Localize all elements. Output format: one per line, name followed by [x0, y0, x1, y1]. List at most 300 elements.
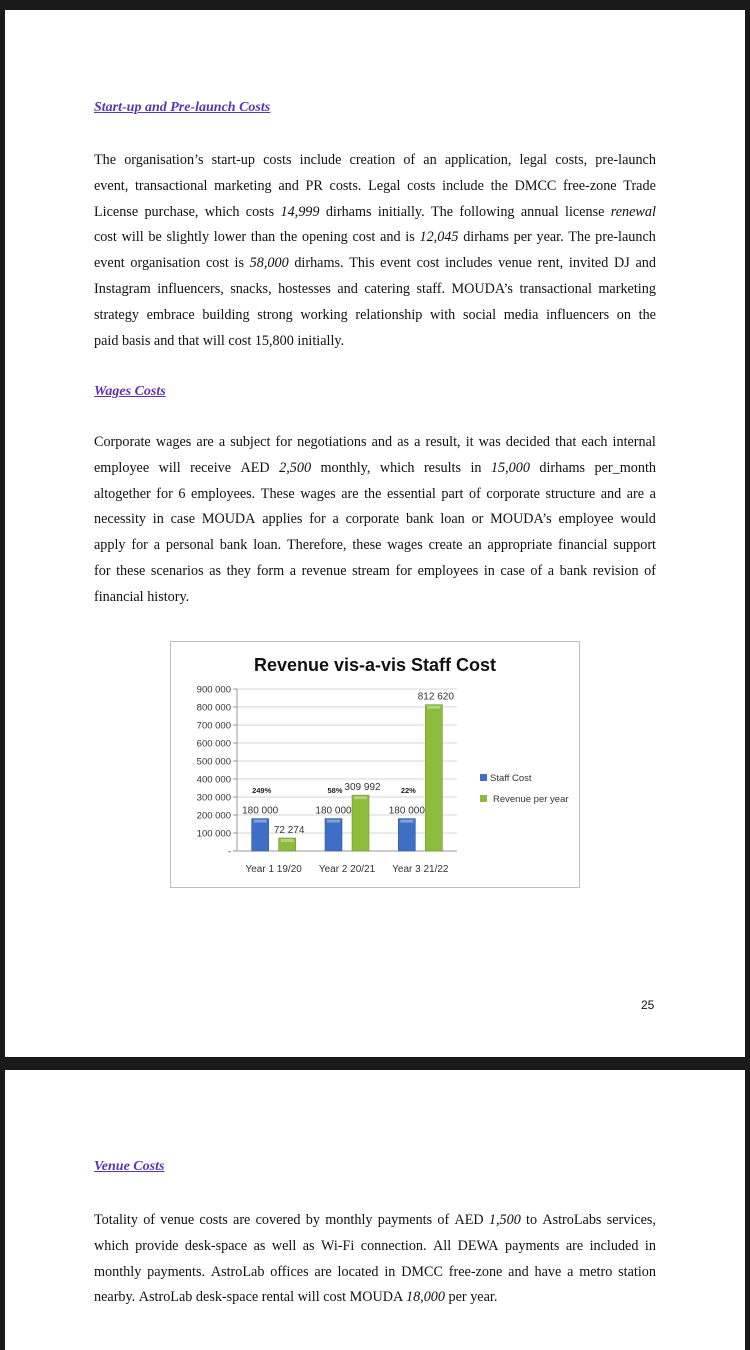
text: Instagram: [94, 280, 151, 297]
word: [94, 482, 151, 508]
word: [139, 1285, 196, 1311]
text: subject: [230, 434, 271, 450]
text: structure: [545, 485, 596, 502]
text: purchase,: [144, 203, 199, 220]
text: venue: [498, 255, 532, 272]
word: [645, 1234, 656, 1260]
word: [297, 430, 366, 456]
word: [191, 482, 255, 508]
text: and: [635, 255, 656, 272]
word: [431, 200, 453, 226]
word: [458, 1234, 499, 1260]
text: pre-launch: [595, 152, 656, 168]
text: as: [302, 1237, 315, 1254]
text: provide: [135, 1237, 179, 1254]
text: Totality: [94, 1212, 138, 1228]
word: [94, 1260, 141, 1286]
word: [534, 1260, 561, 1286]
text: The: [430, 203, 454, 220]
text: These: [260, 485, 295, 502]
word: [590, 1234, 639, 1260]
text: catering: [364, 280, 411, 297]
word: [469, 482, 481, 508]
word: [424, 456, 461, 482]
text: MOUDA: [201, 511, 256, 528]
text: for: [309, 511, 326, 528]
page-number: 25: [641, 998, 655, 1012]
text: costs: [407, 177, 436, 194]
revenue-vs-staff-cost-chart: [170, 641, 580, 888]
text: than: [250, 229, 276, 246]
word: [196, 430, 213, 456]
text: legal: [519, 152, 548, 168]
word: [644, 559, 656, 585]
text: they: [226, 562, 252, 579]
text: as: [253, 1237, 266, 1254]
x-tick-label: Year 3 21/22: [392, 864, 449, 875]
text: the: [490, 177, 508, 194]
text: basis: [121, 332, 151, 349]
word: [290, 559, 296, 585]
word: [581, 430, 607, 456]
text: a: [567, 1263, 574, 1280]
word: [650, 482, 656, 508]
text: strong: [257, 306, 293, 323]
text: financial: [94, 588, 144, 605]
text: a: [547, 562, 555, 579]
word: [546, 303, 609, 329]
word: [302, 225, 348, 251]
legend-label: Staff Cost: [490, 773, 532, 784]
word: [154, 329, 178, 355]
text: have: [534, 1263, 562, 1280]
word: [352, 225, 375, 251]
text: by: [305, 1212, 320, 1228]
text: license: [565, 203, 605, 220]
staff-cost-bar: [325, 819, 342, 851]
word: [306, 1208, 320, 1234]
word: [595, 225, 656, 251]
text: MOUDA: [349, 1289, 403, 1306]
text: monthly: [325, 1212, 373, 1228]
word: [280, 225, 297, 251]
word: [116, 559, 145, 585]
word: [254, 1234, 266, 1260]
text: in: [152, 511, 164, 528]
y-tick-label: 300 000: [196, 792, 231, 804]
text: free-zone: [563, 177, 617, 194]
text: metro: [579, 1263, 613, 1280]
word: [430, 303, 455, 329]
text: wages: [155, 434, 192, 450]
text: in: [470, 459, 482, 476]
text: include: [299, 152, 342, 168]
text: revision: [592, 562, 639, 579]
y-tick-label: 200 000: [196, 810, 231, 822]
text: employees.: [191, 485, 256, 502]
text: dirhams: [463, 229, 509, 246]
text: which: [204, 203, 240, 220]
word: [449, 1285, 471, 1311]
word: [403, 148, 415, 174]
italic-text: 15,000: [490, 459, 530, 476]
text: loan.: [253, 537, 282, 554]
text: annual: [520, 203, 559, 220]
text: appropriate: [487, 537, 553, 554]
text: on: [616, 306, 631, 323]
text: dirhams: [539, 459, 586, 476]
text: essential: [387, 485, 436, 502]
text: influencers: [546, 306, 610, 323]
word: [380, 251, 411, 277]
text: that: [555, 434, 577, 450]
text: are: [565, 1237, 584, 1254]
word: [309, 507, 326, 533]
word: [401, 1260, 443, 1286]
text: organisation: [130, 255, 201, 272]
text: All: [433, 1237, 452, 1254]
text: start-up: [211, 152, 255, 168]
word: [454, 1208, 483, 1234]
text-line: [94, 174, 656, 200]
text: Legal: [368, 177, 401, 194]
y-tick-label: 600 000: [196, 738, 231, 750]
text: costs.: [329, 177, 362, 194]
word: [520, 148, 548, 174]
revenue-bar: [352, 795, 369, 851]
text: revenue: [301, 562, 347, 579]
x-tick-label: Year 1 19/20: [245, 864, 302, 875]
text: employee: [94, 459, 150, 476]
text: scenarios: [150, 562, 204, 579]
y-tick-label: 100 000: [196, 828, 231, 840]
word: [190, 456, 231, 482]
word: [611, 200, 656, 226]
word: [508, 1260, 529, 1286]
text: costs: [263, 152, 292, 168]
text-line: [94, 148, 656, 174]
word: [94, 200, 138, 226]
word: [143, 1208, 155, 1234]
word: [419, 225, 458, 251]
text: social: [462, 306, 497, 323]
italic-text: 12,045: [419, 229, 459, 246]
word: [466, 430, 474, 456]
word: [263, 148, 291, 174]
word: [607, 1208, 656, 1234]
text: pre-launch: [595, 229, 656, 246]
text-line: [94, 507, 656, 533]
word: [418, 559, 479, 585]
text: AED: [454, 1212, 484, 1228]
text: receive: [190, 459, 232, 476]
text: payments: [377, 1212, 433, 1228]
document-page-26: [5, 1070, 745, 1350]
data-label: 72 274: [273, 824, 305, 836]
word: [135, 1234, 178, 1260]
word: [157, 277, 224, 303]
word: [276, 430, 293, 456]
text: per_month: [594, 459, 656, 476]
word: [463, 225, 509, 251]
text: employee: [558, 511, 614, 528]
word: [395, 559, 412, 585]
word: [156, 430, 191, 456]
text: application,: [444, 152, 512, 168]
text: per: [513, 229, 532, 246]
text: applies: [262, 511, 303, 528]
word: [490, 507, 552, 533]
text: and: [508, 1263, 529, 1280]
word: [246, 200, 274, 226]
text: form: [256, 562, 285, 579]
text: This: [349, 255, 375, 272]
word: [214, 174, 272, 200]
text: strategy: [94, 306, 139, 323]
text: corporate: [345, 511, 400, 528]
word: [472, 507, 484, 533]
text: initially.: [377, 203, 425, 220]
word: [230, 430, 270, 456]
word: [341, 482, 358, 508]
text: rent,: [537, 255, 564, 272]
word: [148, 225, 161, 251]
word: [417, 251, 440, 277]
text: transactional: [134, 177, 208, 194]
text: will: [158, 459, 181, 476]
text: these: [116, 562, 146, 579]
text: AstroLab: [210, 1263, 265, 1280]
text: lower: [213, 229, 247, 246]
word: [135, 174, 207, 200]
text: a: [414, 434, 421, 450]
text: AstroLabs: [542, 1212, 602, 1228]
text: DEWA: [457, 1237, 499, 1254]
word: [491, 174, 508, 200]
word: [94, 585, 147, 611]
word: [595, 148, 656, 174]
text: as: [397, 434, 410, 450]
text: necessity: [94, 511, 147, 528]
word: [414, 430, 420, 456]
text: of: [469, 485, 481, 502]
y-tick-label: 900 000: [196, 684, 231, 696]
text: MOUDA’s: [451, 280, 513, 297]
word: [526, 1208, 537, 1234]
text: marketing: [598, 280, 656, 297]
text: wages: [387, 537, 423, 554]
word: [406, 507, 434, 533]
text: opening: [302, 229, 348, 246]
document-page-25: [5, 10, 745, 1057]
text: desk-space: [195, 1289, 259, 1306]
word: [539, 456, 585, 482]
text: organisation’s: [124, 152, 204, 168]
y-tick-label: -: [227, 846, 231, 858]
text: altogether: [94, 485, 151, 502]
word: [468, 533, 481, 559]
word: [355, 303, 422, 329]
text: internal: [612, 434, 656, 450]
word: [488, 533, 553, 559]
word: [124, 148, 203, 174]
percentage-annotation: 22%: [400, 786, 416, 795]
word: [160, 1208, 194, 1234]
text: AED: [240, 459, 270, 476]
word: [635, 251, 656, 277]
word: [441, 482, 463, 508]
word: [451, 277, 513, 303]
text: of: [644, 562, 656, 579]
word: [94, 1285, 139, 1311]
word: [521, 200, 559, 226]
word: [623, 174, 656, 200]
text: Corporate: [94, 434, 151, 450]
text: and: [337, 280, 358, 297]
text-line: [94, 430, 656, 456]
text: DJ: [613, 255, 630, 272]
legend-staff-swatch: [480, 774, 487, 781]
text: media: [503, 306, 539, 323]
text: transactional: [519, 280, 592, 297]
text: an: [468, 537, 482, 554]
word: [579, 1260, 612, 1286]
word: [253, 533, 281, 559]
text: MOUDA’s: [490, 511, 552, 528]
word: [378, 200, 425, 226]
x-tick-label: Year 2 20/21: [318, 864, 376, 875]
word: [346, 507, 400, 533]
text: payments: [505, 1237, 560, 1254]
word: [209, 559, 221, 585]
word: [479, 430, 501, 456]
word: [491, 456, 530, 482]
text: for: [275, 434, 293, 450]
text: loan: [440, 511, 465, 528]
text: will: [121, 229, 144, 246]
text: year.: [536, 229, 564, 246]
percentage-annotation: 58%: [327, 786, 343, 795]
word: [484, 559, 495, 585]
y-tick-label: 400 000: [196, 774, 231, 786]
bar-highlight: [427, 706, 440, 709]
text: influencers,: [157, 280, 224, 297]
word: [337, 277, 358, 303]
word: [202, 303, 249, 329]
data-label: 180 000: [315, 805, 352, 817]
word: [384, 1260, 395, 1286]
text: that: [177, 332, 200, 349]
word: [278, 174, 299, 200]
word: [515, 174, 557, 200]
data-label: 180 000: [242, 805, 279, 817]
text: are: [341, 485, 359, 502]
word: [320, 456, 370, 482]
legend-label: Revenue per year: [493, 794, 569, 805]
word: [185, 1234, 247, 1260]
word: [380, 456, 415, 482]
text: hostesses: [278, 280, 331, 297]
word: [214, 225, 246, 251]
word: [563, 174, 617, 200]
text: includes: [445, 255, 493, 272]
word: [298, 1285, 324, 1311]
word: [555, 430, 576, 456]
word: [305, 174, 322, 200]
text-line: [94, 329, 656, 355]
text: event,: [94, 177, 129, 194]
text: payments.: [147, 1263, 206, 1280]
word: [486, 482, 540, 508]
word: [300, 482, 335, 508]
word: [206, 251, 229, 277]
text: Therefore,: [287, 537, 347, 554]
word: [364, 482, 381, 508]
word: [94, 148, 116, 174]
word: [504, 303, 539, 329]
text: a: [289, 562, 297, 579]
word: [196, 1285, 262, 1311]
word: [449, 1260, 503, 1286]
text: located: [337, 1263, 379, 1280]
word: [94, 251, 125, 277]
word: [558, 507, 613, 533]
bar-highlight: [254, 820, 267, 823]
data-label: 180 000: [388, 805, 425, 817]
text: are: [626, 485, 645, 502]
word: [156, 482, 173, 508]
text: the: [364, 485, 382, 502]
text: embrace: [146, 306, 195, 323]
word: [94, 329, 122, 355]
bar-highlight: [400, 820, 413, 823]
word: [220, 533, 248, 559]
word: [212, 148, 255, 174]
word: [417, 277, 446, 303]
word: [519, 277, 591, 303]
text: event: [380, 255, 411, 272]
text: part: [441, 485, 464, 502]
bar-highlight: [327, 820, 340, 823]
word: [463, 303, 496, 329]
word: [302, 559, 347, 585]
word: [257, 303, 292, 329]
italic-text: 2,500: [279, 459, 312, 476]
text-line: [94, 1260, 656, 1286]
text: and: [371, 434, 393, 450]
text: financial: [557, 537, 608, 554]
word: [294, 251, 343, 277]
italic-text: 1,500: [488, 1212, 521, 1228]
bar-highlight: [281, 839, 294, 842]
text: these: [352, 537, 382, 554]
text: invited: [568, 255, 609, 272]
word: [617, 303, 631, 329]
text: would: [620, 511, 656, 528]
text: are: [196, 434, 214, 450]
word: [321, 1234, 354, 1260]
word: [94, 507, 146, 533]
text: building: [202, 306, 250, 323]
text: and: [380, 229, 401, 246]
text-line: [94, 277, 656, 303]
data-label: 812 620: [417, 691, 454, 703]
word: [364, 277, 410, 303]
text: snacks,: [230, 280, 272, 297]
word: [323, 1285, 349, 1311]
word: [542, 1208, 601, 1234]
word: [167, 225, 210, 251]
